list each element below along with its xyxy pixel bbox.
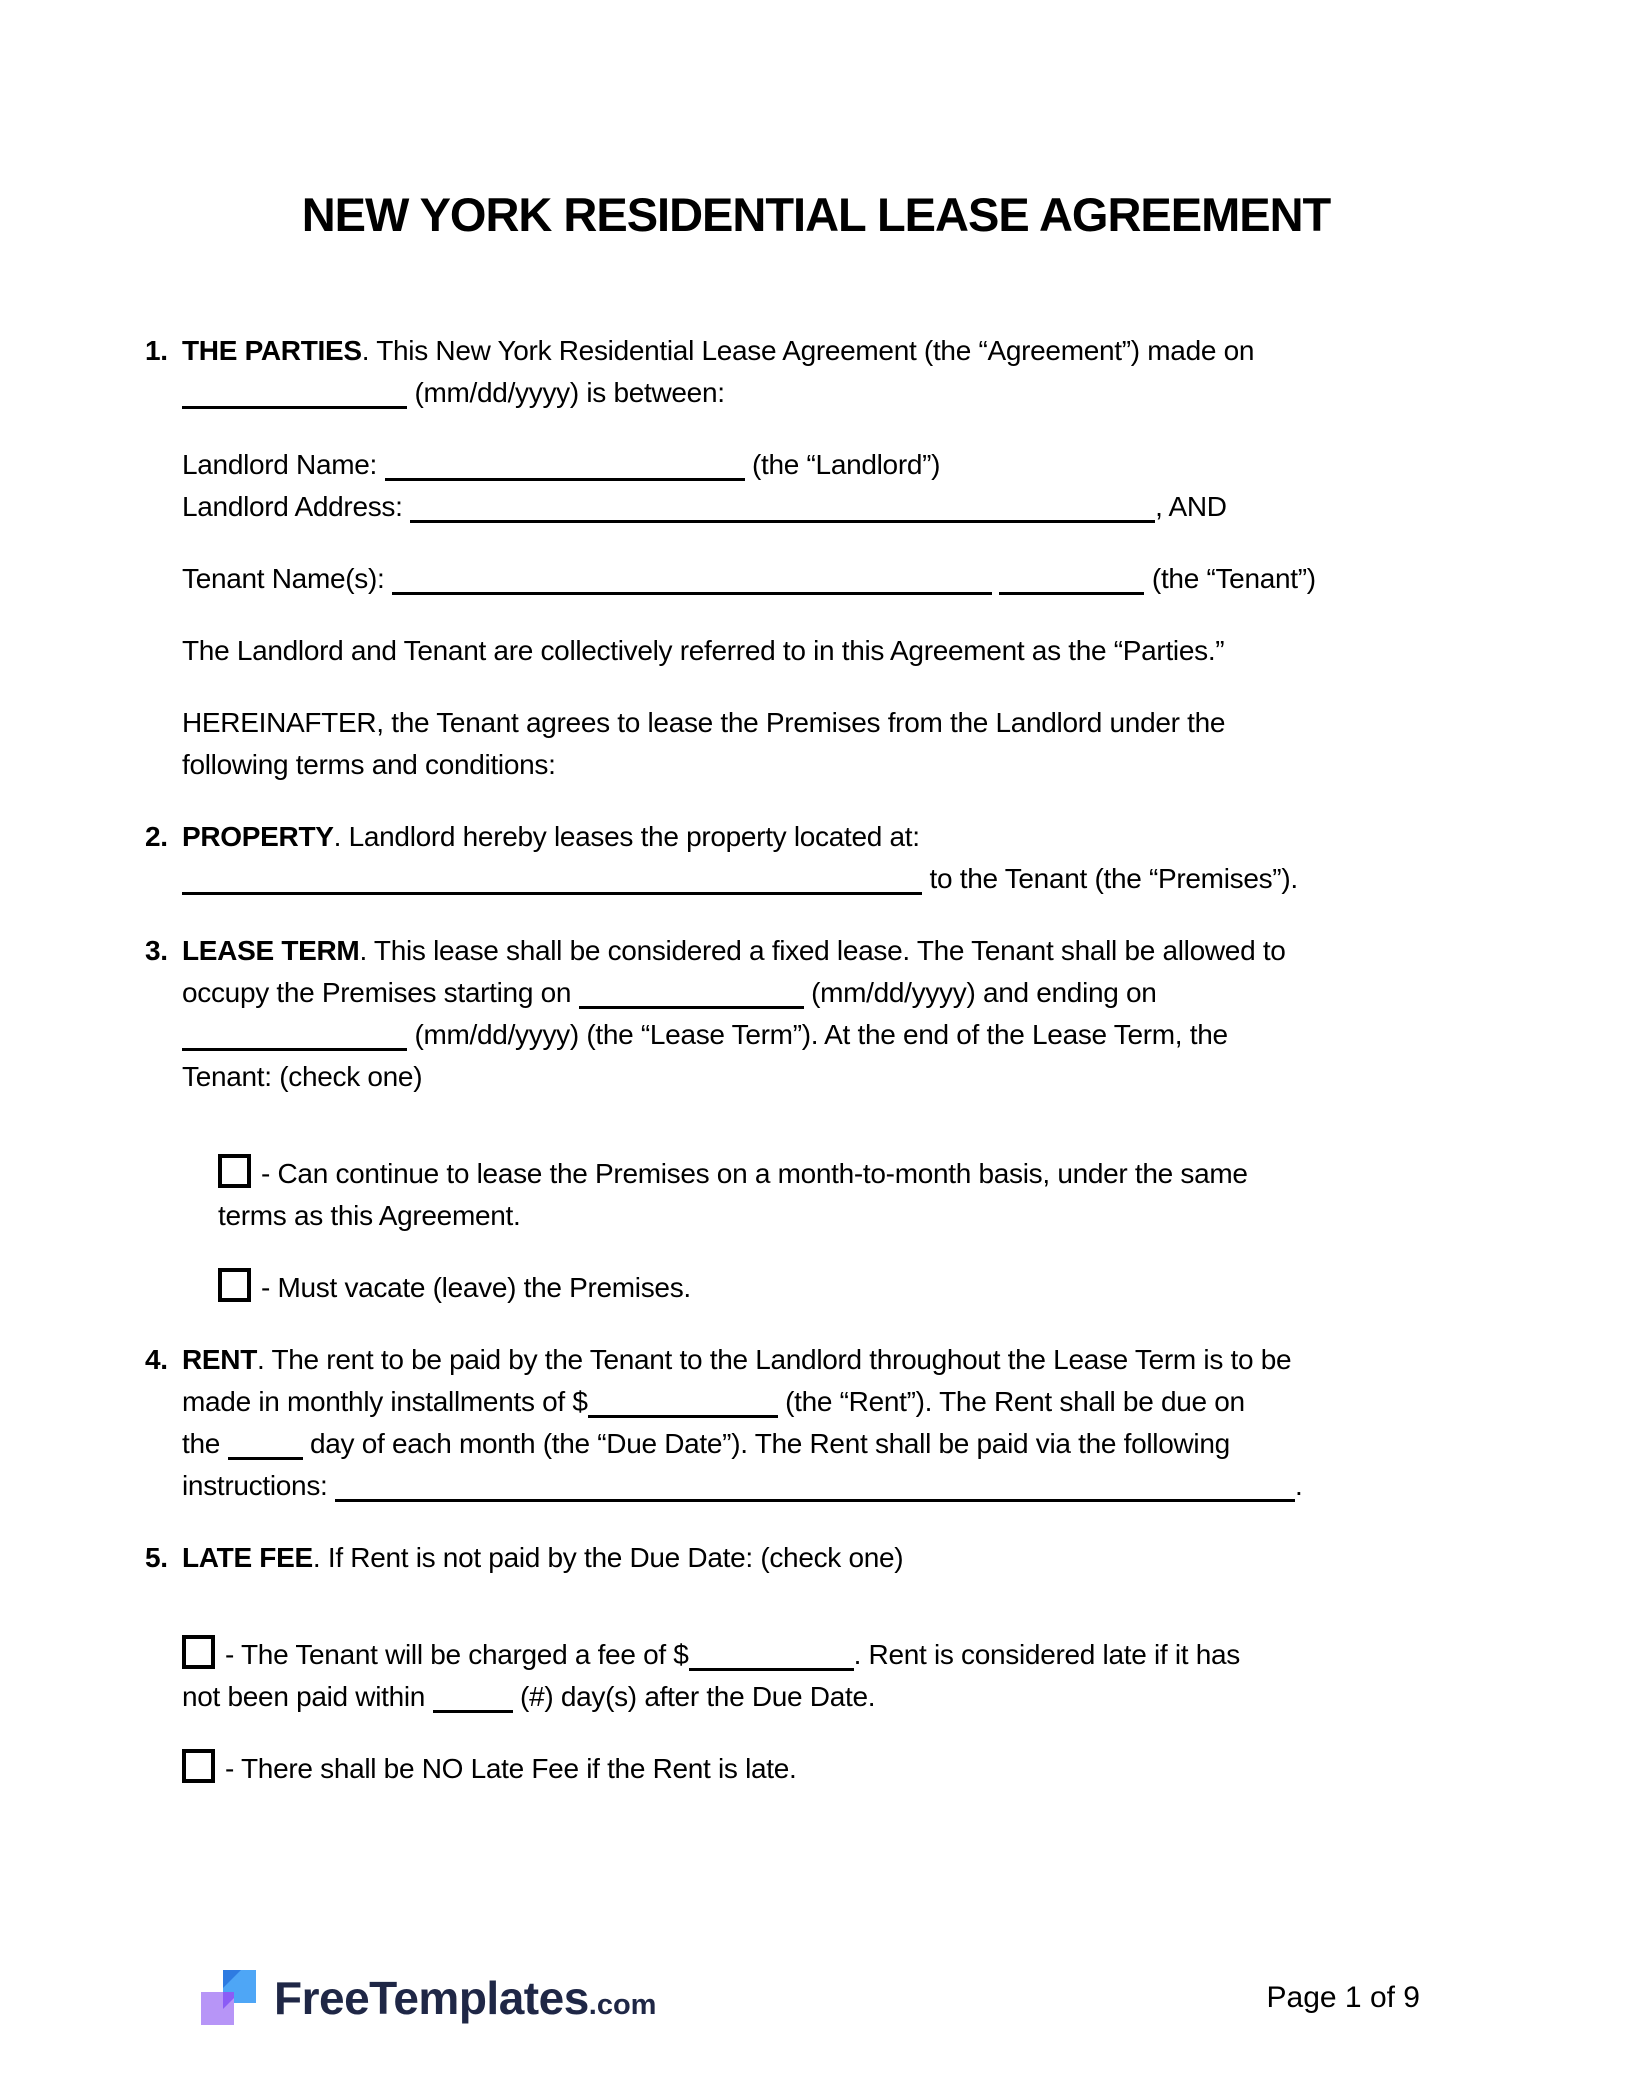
text-line	[182, 486, 1487, 528]
section-heading: THE PARTIES	[182, 335, 362, 366]
brand-name: FreeTemplates	[274, 1972, 589, 2024]
body-text: Tenant: (check one)	[182, 1061, 423, 1092]
fill-in-blank[interactable]	[999, 562, 1144, 595]
text-line	[182, 372, 1487, 414]
body-text: . This New York Residential Lease Agreement (the “Agreement”) made on	[361, 335, 1255, 366]
body-text: - Must vacate (leave) the Premises.	[261, 1272, 691, 1303]
text-line	[182, 702, 1487, 744]
body-text: HEREINAFTER, the Tenant agrees to lease the Premises from the Landlord under the	[182, 707, 1226, 738]
fill-in-blank[interactable]	[182, 376, 407, 409]
fill-in-blank[interactable]	[385, 448, 745, 481]
text-line	[182, 816, 1487, 858]
section-number: 3.	[145, 935, 168, 966]
checkbox[interactable]	[218, 1268, 251, 1302]
late-fee-option-charged	[182, 1634, 1487, 1718]
section-heading: PROPERTY	[182, 821, 334, 852]
body-text: - There shall be NO Late Fee if the Rent is late.	[225, 1753, 797, 1784]
body-text: . Landlord hereby leases the property located at:	[333, 821, 920, 852]
lease-term-option-vacate	[218, 1267, 1487, 1309]
section-heading: LATE FEE	[182, 1542, 313, 1573]
section-heading: LEASE TERM	[182, 935, 360, 966]
text-line	[182, 558, 1487, 600]
text-line	[182, 1423, 1487, 1465]
body-text: made in monthly installments of $	[182, 1386, 588, 1417]
body-text: - Can continue to lease the Premises on a month-to-month basis, under the same	[261, 1158, 1248, 1189]
fill-in-blank[interactable]	[182, 862, 922, 895]
text-line	[182, 1014, 1487, 1056]
body-text: day of each month (the “Due Date”). The Rent shall be paid via the following	[302, 1428, 1230, 1459]
fill-in-blank[interactable]	[689, 1638, 854, 1671]
landlord-info	[182, 444, 1487, 528]
text-line	[182, 1748, 1487, 1790]
body-text: not been paid within	[182, 1681, 433, 1712]
body-text: (mm/dd/yyyy) (the “Lease Term”). At the end of the Lease Term, the	[407, 1019, 1228, 1050]
page-number: Page 1 of 9	[1266, 1981, 1420, 2014]
section-number: 5.	[145, 1542, 168, 1573]
body-text: . If Rent is not paid by the Due Date: (check one)	[312, 1542, 904, 1573]
text-line	[182, 330, 1487, 372]
section-5-late-fee	[145, 1537, 1487, 1579]
document-content	[145, 190, 1487, 1790]
text-line	[182, 744, 1487, 786]
fill-in-blank[interactable]	[588, 1385, 778, 1418]
body-text: terms as this Agreement.	[218, 1200, 521, 1231]
body-text: the	[182, 1428, 228, 1459]
body-text: (the “Landlord”)	[744, 449, 941, 480]
checkbox[interactable]	[182, 1635, 215, 1669]
body-text: . The rent to be paid by the Tenant to the Landlord throughout the Lease Term is to be	[257, 1344, 1292, 1375]
text-line	[218, 1153, 1487, 1195]
freetemplates-logo	[200, 1969, 656, 2027]
text-line	[182, 1381, 1487, 1423]
text-line	[218, 1195, 1487, 1237]
text-line	[182, 1537, 1487, 1579]
body-text: instructions:	[182, 1470, 335, 1501]
text-line	[182, 630, 1487, 672]
checkbox[interactable]	[218, 1154, 251, 1188]
body-text: (mm/dd/yyyy) and ending on	[803, 977, 1157, 1008]
section-heading: RENT	[182, 1344, 258, 1375]
section-number: 4.	[145, 1344, 168, 1375]
body-text: Landlord Name:	[182, 449, 385, 480]
text-line	[182, 858, 1487, 900]
body-text: . This lease shall be considered a fixed lease. The Tenant shall be allowed to	[359, 935, 1286, 966]
body-text: Landlord Address:	[182, 491, 411, 522]
body-text: occupy the Premises starting on	[182, 977, 579, 1008]
page-title: NEW YORK RESIDENTIAL LEASE AGREEMENT	[301, 188, 1331, 241]
body-text: (the “Tenant”)	[1144, 563, 1316, 594]
hereinafter-clause	[182, 702, 1487, 786]
fill-in-blank[interactable]	[410, 490, 1155, 523]
body-text: Tenant Name(s):	[182, 563, 392, 594]
parties-clause	[182, 630, 1487, 672]
fill-in-blank[interactable]	[182, 1018, 407, 1051]
section-number: 2.	[145, 821, 168, 852]
text-line	[182, 972, 1487, 1014]
body-text: to the Tenant (the “Premises”).	[922, 863, 1298, 894]
late-fee-option-none	[182, 1748, 1487, 1790]
checkbox[interactable]	[182, 1749, 215, 1783]
text-line	[182, 444, 1487, 486]
freetemplates-logo-icon	[200, 1969, 258, 2027]
text-line	[182, 1676, 1487, 1718]
body-text: following terms and conditions:	[182, 749, 556, 780]
text-line	[182, 930, 1487, 972]
body-text: The Landlord and Tenant are collectively referred to in this Agreement as the “Parties.”	[182, 635, 1225, 666]
page-footer	[200, 1962, 1420, 2034]
body-text: . Rent is considered late if it has	[853, 1639, 1240, 1670]
section-4-rent	[145, 1339, 1487, 1507]
brand-tld: .com	[588, 1989, 657, 2021]
text-line	[218, 1267, 1487, 1309]
text-line	[182, 1465, 1487, 1507]
text-line	[182, 1634, 1487, 1676]
body-text: - The Tenant will be charged a fee of $	[225, 1639, 689, 1670]
body-text: (#) day(s) after the Due Date.	[512, 1681, 876, 1712]
body-text: .	[1294, 1470, 1303, 1501]
section-2-property	[145, 816, 1487, 900]
body-text: (mm/dd/yyyy) is between:	[407, 377, 725, 408]
tenant-info	[182, 558, 1487, 600]
fill-in-blank[interactable]	[579, 976, 804, 1009]
fill-in-blank[interactable]	[433, 1680, 513, 1713]
document-body	[145, 330, 1487, 1790]
text-line	[182, 1339, 1487, 1381]
body-text	[992, 563, 999, 594]
section-3-lease-term	[145, 930, 1487, 1098]
section-number: 1.	[145, 335, 168, 366]
fill-in-blank[interactable]	[228, 1427, 303, 1460]
body-text: (the “Rent”). The Rent shall be due on	[777, 1386, 1245, 1417]
section-1-the-parties	[145, 330, 1487, 414]
text-line	[182, 1056, 1487, 1098]
lease-term-option-continue	[218, 1153, 1487, 1237]
fill-in-blank[interactable]	[335, 1469, 1295, 1502]
body-text: , AND	[1155, 491, 1227, 522]
fill-in-blank[interactable]	[392, 562, 992, 595]
